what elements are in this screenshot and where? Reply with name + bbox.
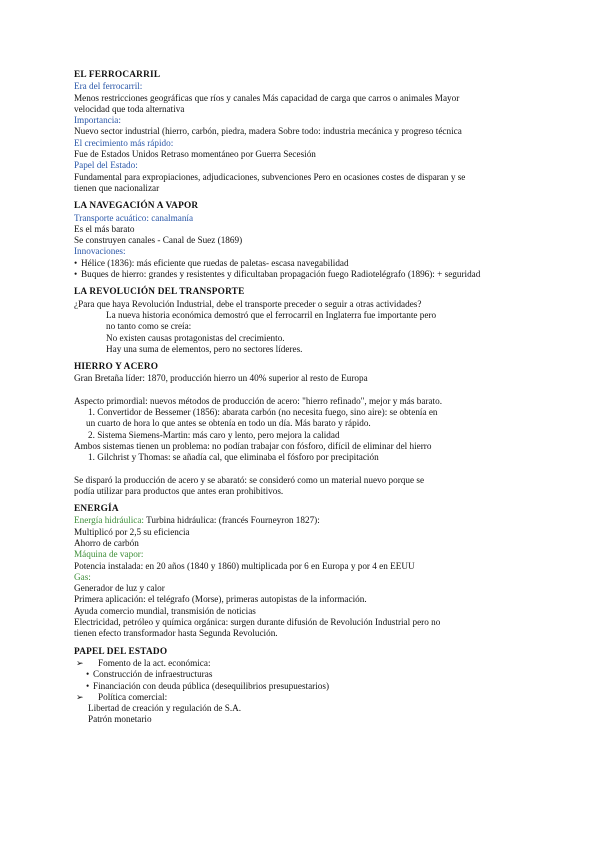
section-title-revolucion: LA REVOLUCIÓN DEL TRANSPORTE [74,287,245,298]
bullet-text: Construcción de infraestructuras [93,669,213,680]
list-item: 1. Gilchrist y Thomas: se añadía cal, que eliminaba el fósforo por precipitación [88,452,379,463]
list-item: 2. Sistema Siemens-Martin: más caro y lento, pero mejora la calidad [88,429,340,440]
text-line: Fundamental para expropiaciones, adjudicaciones, subvenciones Pero en ocasiones costes de disparan y se [74,171,466,182]
text-hidraulica: Turbina hidráulica: (francés Fourneyron 1827): [146,515,320,526]
text-line: La nueva historia económica demostró que el ferrocarril en Inglaterra fue importante pero [106,309,437,320]
section-title-papel-estado: PAPEL DEL ESTADO [74,646,168,657]
text-line: Electricidad, petróleo y química orgánica: surgen durante difusión de Revolución Industrial pero no [74,617,441,628]
text-line: Nuevo sector industrial (hierro, carbón, piedra, madera Sobre todo: industria mecánica y progreso técnica [74,126,462,137]
arrow-item [74,692,554,703]
bullet-icon: • [74,257,78,268]
label-maquina-vapor: Máquina de vapor: [74,549,144,560]
text-line: velocidad que toda alternativa [74,103,185,114]
bullet-text: Hélice (1836): más eficiente que ruedas de paletas- escasa navegabilidad [81,257,349,268]
list-item: 1. Convertidor de Bessemer (1856): abarata carbón (no necesita fuego, sino aire): se obtenía en [88,407,438,418]
arrow-item-text: Política comercial: [98,691,168,702]
text-line: Gran Bretaña líder: 1870, producción hierro un 40% superior al resto de Europa [74,373,368,384]
arrow-right-icon: ➢ [76,691,84,702]
text-line: Es el más barato [74,223,135,234]
arrow-item-text: Fomento de la act. económica: [98,657,211,668]
text-line: Patrón monetario [88,714,152,725]
text-line: Generador de luz y calor [74,583,165,594]
arrow-right-icon: ➢ [76,657,84,668]
text-line: Potencia instalada: en 20 años (1840 y 1860) multiplicada por 6 en Europa y por 4 en EEUU [74,560,415,571]
section-title-ferrocarril: EL FERROCARRIL [74,70,161,80]
text-line: Ahorro de carbón [74,537,139,548]
arrow-item [74,658,554,669]
text-line: Ambos sistemas tienen un problema: no podían trabajar con fósforo, difícil de eliminar del hierro [74,440,432,451]
label-energia-hidraulica: Energía hidráulica: [74,515,144,526]
bullet-text: Financiación con deuda pública (desequilibrios presupuestarios) [93,680,329,691]
document-content [74,70,554,726]
text-line: Se disparó la producción de acero y se abarató: se consideró como un material nuevo porque se [74,474,425,485]
label-innovaciones: Innovaciones: [74,246,126,257]
bullet-icon: • [86,680,90,691]
bullet-item [74,269,554,280]
bullet-text: Buques de hierro: grandes y resistentes y dificultaban propagación fuego Radiotelégrafo (1896): + seguridad [81,269,481,280]
section-title-navegacion: LA NAVEGACIÓN A VAPOR [74,201,199,212]
bullet-item [74,669,554,680]
label-transporte: Transporte acuático: canalmanía [74,212,194,223]
label-importancia: Importancia: [74,115,121,126]
text-line: Ayuda comercio mundial, transmisión de noticias [74,605,256,616]
text-line: Primera aplicación: el telégrafo (Morse), primeras autopistas de la información. [74,594,367,605]
text-line: Menos restricciones geográficas que ríos y canales Más capacidad de carga que carros o animales Mayor [74,92,460,103]
bullet-item [74,258,554,269]
text-line [74,515,554,526]
text-line: Hay una suma de elementos, pero no sectores líderes. [106,343,303,354]
bullet-icon: • [86,669,90,680]
label-gas: Gas: [74,571,91,582]
text-line: no tanto como se creía: [106,321,192,332]
bullet-item [74,681,554,692]
text-line: Libertad de creación y regulación de S.A. [88,703,242,714]
text-line: podía utilizar para productos que antes eran prohibitivos. [74,485,284,496]
text-line: Multiplicó por 2,5 su eficiencia [74,526,190,537]
label-papel-estado: Papel del Estado: [74,160,138,171]
text-line: tienen que nacionalizar [74,182,160,193]
label-era: Era del ferrocarril: [74,81,143,92]
text-line: un cuarto de hora lo que antes se obtenía en todo un día. Más barato y rápido. [86,418,371,429]
text-line: tienen efecto transformador hasta Segunda Revolución. [74,628,278,639]
text-line: Aspecto primordial: nuevos métodos de producción de acero: "hierro refinado", mejor y más barato. [74,395,442,406]
text-line: Se construyen canales - Canal de Suez (1869) [74,235,243,246]
label-crecimiento: El crecimiento más rápido: [74,137,174,148]
text-line: Fue de Estados Unidos Retraso momentáneo por Guerra Secesión [74,149,316,160]
text-line: No existen causas protagonistas del crecimiento. [106,332,285,343]
text-line: ¿Para que haya Revolución Industrial, debe el transporte preceder o seguir a otras actividades? [74,298,422,309]
section-title-energia: ENERGÍA [74,504,119,515]
section-title-hierro: HIERRO Y ACERO [74,362,159,373]
bullet-icon: • [74,269,78,280]
